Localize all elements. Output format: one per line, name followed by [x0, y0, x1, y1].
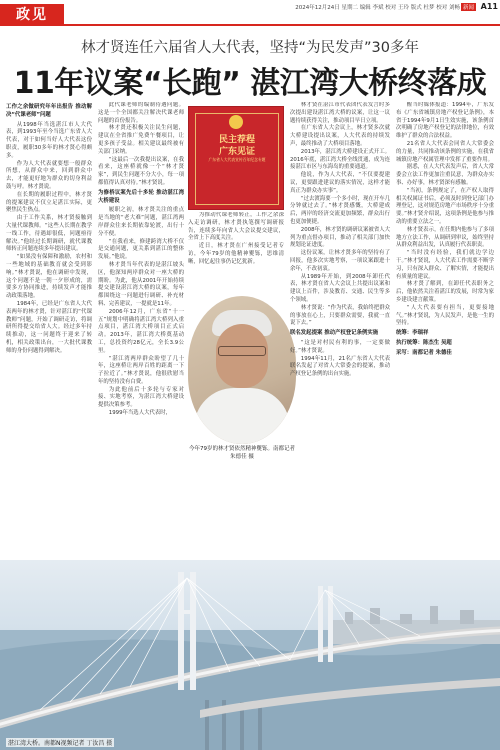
- certificate-title: 民主荐程: [218, 135, 255, 145]
- paragraph: 2013年，湛江湾大桥建设正式开工。2016年底，湛江湾大桥全线贯通，成为连接湛江市区与东海岛的重要通道。: [290, 148, 390, 171]
- credit-line: 统筹：李瑞祥: [396, 330, 429, 337]
- paragraph: 1994年11月，21名广东省人大代表联名发起了对省人大常委会的提案，推动产权登记条例的出台实施。: [290, 355, 390, 378]
- paragraph: 由于工作关系，林才贤接触到大量代课教师。“这些人长期在教学一线工作，待遇却很低，问题亟待解决。”他经过长期调研，就代课教师转正问题连续多年提出建议。: [6, 215, 92, 253]
- paragraph: 林才贤当年代表的是湛江坡头区，他深知两岸群众对一座大桥的期盼。为此，他从2001年开始持续提交建设湛江湾大桥的议案，每年都围绕这一问题进行调研、补充材料、完善建议，一提就是11年。: [98, 261, 184, 307]
- certificate-logo: [188, 106, 284, 210]
- page-number: A11: [480, 2, 498, 11]
- paragraph: 为推动代课老师转正，工作之余深入走访调研，林才贤执笔撰写调研报告，连续多年向省人大会议提交建议，全省上下高度关注。: [188, 212, 284, 242]
- credit-line: 采写：南都记者 朱德佳: [396, 349, 452, 356]
- paragraph: 醒当时媒体报道：1994年，广东发布《广东省城镇房地产权登记条例》，本省于1994年9月1日生效实施，该条例首次明确了房地产权登记的法律地位，有效维护了群众的合法权益。: [396, 102, 494, 140]
- paragraph: “当时没有经验，我们就边学边干。”林才贤说，人大代表工作需要不断学习，只有深入群众、了解实情，才能提出有质量的建议。: [396, 250, 494, 280]
- paragraph: “湛江湾两岸群众盼望了几十年，这座桥让两岸百姓的距离一下子拉近了。”林才贤说，他很欣慰当年的坚持没有白费。: [98, 355, 184, 385]
- paragraph: 2008年，林才贤的调研议案被省人大列为重点督办项目，推动了相关部门加快规划论证进度。: [290, 226, 390, 249]
- article-headline: 11年议案“长跑” 湛江湾大桥终落成: [13, 66, 487, 101]
- section-tag: 政见: [0, 4, 64, 26]
- column-4-subheading: 联名发起提案 推动产权登记条例实施: [290, 330, 379, 337]
- paragraph: 1999年当选人大代表时，: [108, 410, 172, 417]
- paragraph: 在广东省人大会议上，林才贤多次就大桥建设提出议案，人大代表的持续发声，最终推动了大桥项目落地。: [290, 125, 390, 147]
- paragraph: 作为人大代表就要想一般群众所想，从群众中来，回到群众中去，才能更好地为群众的切身利益鼓与呼。林才贤说。: [6, 160, 92, 190]
- paragraph: “这是对村民有利的事，一定要做好。”林才贤说。: [290, 339, 390, 354]
- paragraph: 21名省人大代表会同省人大常委会的力量，共同推动该条例的实施，在我省城镇房地产权属管理中发挥了重要作用。: [396, 140, 494, 163]
- paragraph: 此代课老师的编制待遇问题。这是一个全国都关注解决代课老师问题的首份报告。: [98, 102, 184, 124]
- column-1-lead: 工作之余做研究年年出报告 推动解决“代课老师”问题: [6, 104, 92, 118]
- paragraph: 据悉，在人大代表发声后，省人大常委会立法工作更加注重民意，为群众办实事、办好事，林才贤深有感触。: [396, 164, 494, 186]
- glasses-icon: [218, 346, 266, 356]
- article-column-3: [188, 212, 284, 292]
- certificate-note: 广东省人大代表宣传百年纪念专题: [208, 157, 266, 162]
- credit-line: 执行统筹：陈杰生 吴超: [396, 339, 452, 346]
- paragraph: “人大代表要有担当，更要接地气。”林才贤说，为人民发声，是他一生的坚持。: [396, 304, 494, 327]
- paragraph: “这最后一次我提出议案，在我看来，这座桥就像一个“林才贤家”，到民生问题不分大小，每一项都值得认真对待。”林才贤说。: [98, 156, 184, 186]
- page-header: [0, 0, 500, 30]
- column-2-subheading: 为修桥议案先后十多轮 推动湛江湾大桥建设: [98, 189, 184, 204]
- issue-info: 2024年12月24日 星期二 编辑 李斌 校对 王玲 版式 杜梦 校对 刘畅: [295, 5, 460, 11]
- paragraph: 林才贤还积极关注民生问题，建议在全省推广免费午餐项目，让更多孩子受益。相关建议最终被有关部门采纳。: [98, 125, 184, 155]
- paragraph: 在长期的履职过程中，林才贤的提案建议不仅立足湛江实际，更聚焦民生热点。: [6, 191, 92, 214]
- article-column-5: [396, 102, 494, 634]
- paragraph: 近日，林才贤在广州接受记者专访，今年79岁的他精神矍铄，思维清晰，回忆起往事仍记忆犹新。: [188, 243, 284, 265]
- emblem-icon: [229, 115, 243, 129]
- paragraph: “如果没有保障和激励，农村和一些地域的基础教育就会受到影响。”林才贤说，他在调研中发现，这个问题不是一朝一夕形成的，需要多方协同推进，持续发声才能推动政策落地。: [6, 254, 92, 300]
- certificate-subtitle: 广东见证: [218, 147, 255, 157]
- paragraph: 为此他前后十多轮与专家对接、实地考察，为湛江湾大桥建设提供决策参考。: [98, 386, 184, 409]
- bridge-photo: [0, 560, 500, 750]
- article-column-4: [290, 102, 390, 544]
- bridge-caption: 湛江湾大桥。南都N视频记者 丁汝昌 摄: [8, 740, 113, 747]
- paragraph: 他说，作为人大代表，“不仅要提建议，更要跟进建议的落实情况，这样才能真正为群众办实事”。: [290, 172, 390, 194]
- header-rule: [64, 24, 500, 26]
- article-subhead: 林才贤连任六届省人大代表，坚持“为民发声”30多年: [81, 40, 419, 56]
- paragraph: 履职之初，林才贤关注的重点是当地的“老大难”问题，湛江湾两岸群众往来长期依靠轮渡，出行十分不便。: [98, 207, 184, 237]
- bridge-illustration: [0, 560, 500, 750]
- paragraph: 林才贤在湛江市代表团代表发言时多次提出建设湛江湾大桥的议案，让这一议题持续获得关注，推动项目早日立项。: [290, 102, 390, 124]
- paragraph: “过去渡海要一个多小时，现在开车几分钟就过去了。”林才贤感慨，大桥建成后，两岸的经济交流更加频繁，群众出行也更加便捷。: [290, 195, 390, 225]
- paragraph: 从1998年当选湛江市人大代表，到1993年至今当选广东省人大代表，对于如何当好人大代表这份职责，履职30多年的林才贤心得颇多。: [6, 121, 92, 159]
- paragraph: 林才贤了解到，在卸任代表职务之后，他依然关注着湛江的发展，时常为家乡建设建言献策。: [396, 281, 494, 303]
- issue-badge: 新闻: [462, 5, 474, 11]
- paragraph: 这份议案，让林才贤多年的坚持有了回报，他多次实地考察，一项议案跟进十余年，不改初衷。: [290, 250, 390, 272]
- paragraph: 林才贤说：“作为代表，我始终把群众的事放在心上，只要群众需要，我就一直说下去。”: [290, 304, 390, 327]
- article-column-1: [6, 102, 92, 637]
- paragraph: 林才贤表示，在任期内他参与了多项地方立法工作，从调研到审议，始终坚持从群众利益出发，认真履行代表职责。: [396, 226, 494, 249]
- paragraph: 2006年12月，广东省“十一五”规划中明确将湛江湾大桥列入重点项目，湛江湾大桥项目正式启动。2013年，湛江湾大桥奠基动工，总投资约28亿元，全长3.9公里。: [98, 308, 184, 354]
- article-column-2: [98, 102, 184, 544]
- photo-caption: 今年79岁的林才贤依然精神矍铄。南都记者 朱德佳 摄: [189, 446, 295, 460]
- paragraph: “当初，条例规定了，在产权人取得相关权属证书后，必须及时到登记部门办理登记，这对规范房地产市场秩序十分重要。”林才贤介绍说，这项条例是他参与推动的重要立法之一。: [396, 187, 494, 225]
- paragraph: 1984年，已经是广东省人大代表两年的林才贤，针对湛江的“代课教师”问题，开始了调研走访，将调研所得提交给省人大。经过多年持续推动，这一问题终于迎来了转机，相关政策出台，一大批代课教师的身份问题得到解决。: [6, 300, 92, 354]
- paragraph: 从1989年开始，到2008年卸任代表，林才贤在省人大会议上共提出议案和建议上百件，涉及教育、交通、民生等多个领域。: [290, 273, 390, 303]
- paragraph: “在我看来，修建跨湾大桥不仅是交通问题，更关系到湛江的整体发展。”他说。: [98, 238, 184, 261]
- portrait-photo: [188, 296, 296, 444]
